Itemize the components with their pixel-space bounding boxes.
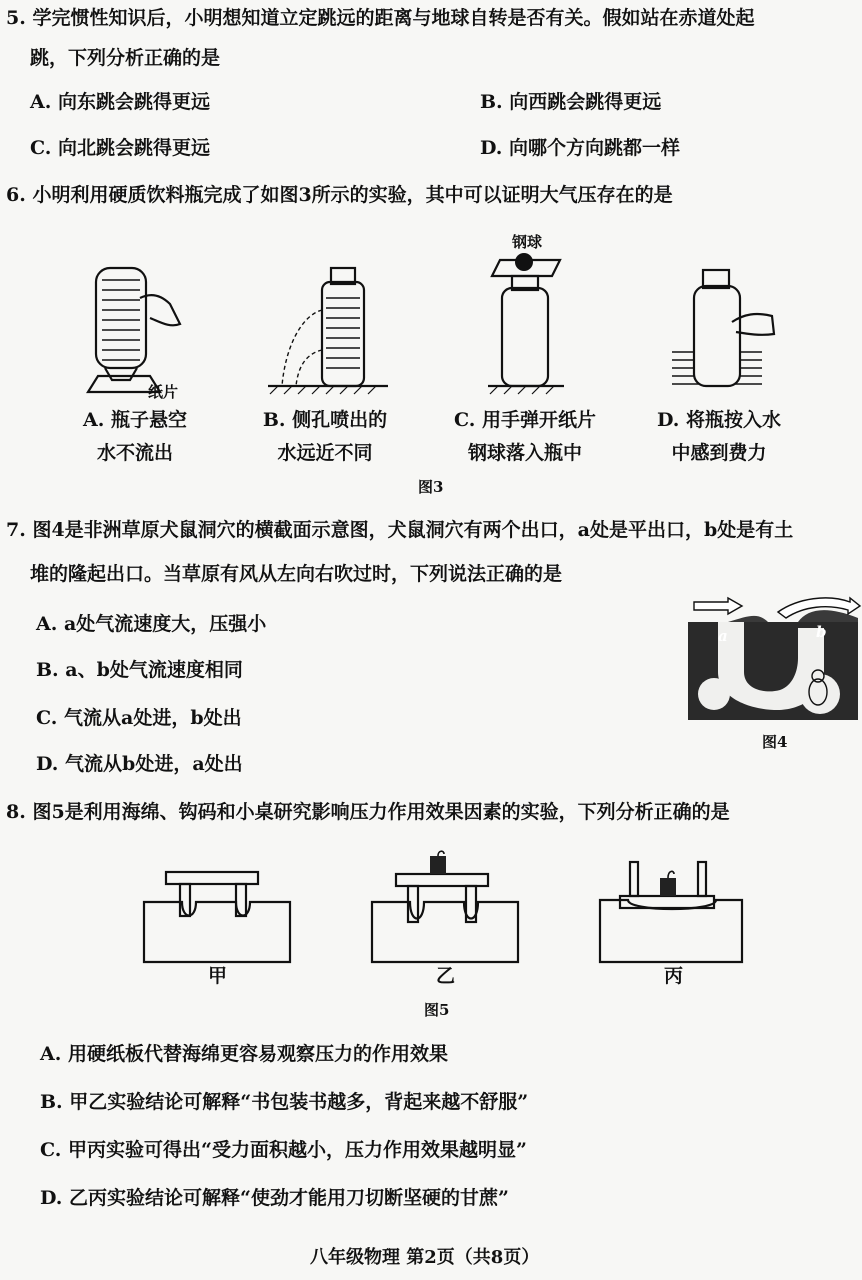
q6-option-d-line2: 中感到费力 bbox=[671, 442, 767, 464]
q8-option-a[interactable]: A. 用硬纸板代替海绵更容易观察压力的作用效果 bbox=[40, 1043, 448, 1065]
q7-stem-line1: 7. 图4是非洲草原犬鼠洞穴的横截面示意图，犬鼠洞穴有两个出口，a处是平出口，b处是有土 bbox=[6, 519, 794, 541]
q6-option-b-line1[interactable]: B. 侧孔喷出的 bbox=[262, 409, 388, 431]
q6-stem: 6. 小明利用硬质饮料瓶完成了如图3所示的实验，其中可以证明大气压存在的是 bbox=[6, 184, 673, 206]
fig3b-bottle-jets bbox=[268, 268, 388, 394]
fig4-label-a: a bbox=[718, 627, 728, 645]
fig3d-bottle-water bbox=[672, 270, 774, 386]
figure-4-caption: 图4 bbox=[762, 733, 788, 751]
figure-3-caption: 图3 bbox=[418, 478, 444, 496]
page-footer: 八年级物理 第2页（共8页） bbox=[310, 1247, 540, 1268]
fig3c-bottle-ball bbox=[488, 253, 564, 394]
q7-option-b[interactable]: B. a、b处气流速度相同 bbox=[36, 659, 243, 681]
q5-stem-line1: 5. 学完惯性知识后，小明想知道立定跳远的距离与地球自转是否有关。假如站在赤道处起 bbox=[6, 7, 755, 29]
q5-stem-line2: 跳，下列分析正确的是 bbox=[30, 47, 221, 69]
q5-option-b[interactable]: B. 向西跳会跳得更远 bbox=[480, 91, 662, 113]
q6-option-a-line2: 水不流出 bbox=[96, 442, 173, 464]
fig5-label-bing: 丙 bbox=[664, 965, 684, 987]
fig3a-inverted-bottle bbox=[88, 268, 180, 392]
figure-4 bbox=[688, 598, 860, 720]
fig5-yi-setup bbox=[372, 851, 518, 962]
fig3a-paper-label: 纸片 bbox=[148, 383, 179, 401]
figure-5-caption: 图5 bbox=[424, 1001, 450, 1019]
q7-option-d[interactable]: D. 气流从b处进，a处出 bbox=[36, 753, 243, 775]
q6-option-c-line1[interactable]: C. 用手弹开纸片 bbox=[453, 409, 597, 431]
fig5-label-jia: 甲 bbox=[208, 965, 228, 987]
fig5-bing-setup bbox=[600, 862, 742, 962]
fig5-label-yi: 乙 bbox=[436, 965, 456, 987]
q8-option-b[interactable]: B. 甲乙实验结论可解释“书包装书越多，背起来越不舒服” bbox=[40, 1091, 529, 1113]
q6-option-a-line1[interactable]: A. 瓶子悬空 bbox=[83, 409, 187, 431]
q7-stem-line2: 堆的隆起出口。当草原有风从左向右吹过时，下列说法正确的是 bbox=[30, 563, 563, 585]
q7-option-c[interactable]: C. 气流从a处进，b处出 bbox=[36, 707, 242, 729]
figure-5 bbox=[0, 850, 862, 980]
fig5-jia-setup bbox=[144, 872, 290, 962]
q6-option-c-line2: 钢球落入瓶中 bbox=[467, 442, 582, 464]
q8-option-c[interactable]: C. 甲丙实验可得出“受力面积越小，压力作用效果越明显” bbox=[40, 1139, 527, 1161]
q5-option-c[interactable]: C. 向北跳会跳得更远 bbox=[30, 137, 211, 159]
figure-3 bbox=[0, 240, 862, 380]
q8-stem: 8. 图5是利用海绵、钩码和小桌研究影响压力作用效果因素的实验，下列分析正确的是 bbox=[6, 801, 730, 823]
q8-option-d[interactable]: D. 乙丙实验结论可解释“使劲才能用刀切断坚硬的甘蔗” bbox=[40, 1187, 509, 1209]
q6-option-d-line1[interactable]: D. 将瓶按入水 bbox=[656, 409, 782, 431]
fig3c-ball-label: 钢球 bbox=[512, 233, 543, 251]
q6-option-b-line2: 水远近不同 bbox=[277, 442, 373, 464]
q7-option-a[interactable]: A. a处气流速度大，压强小 bbox=[36, 613, 267, 635]
q5-option-a[interactable]: A. 向东跳会跳得更远 bbox=[30, 91, 210, 113]
q5-option-d[interactable]: D. 向哪个方向跳都一样 bbox=[480, 137, 681, 159]
fig4-label-b: b bbox=[816, 623, 827, 641]
